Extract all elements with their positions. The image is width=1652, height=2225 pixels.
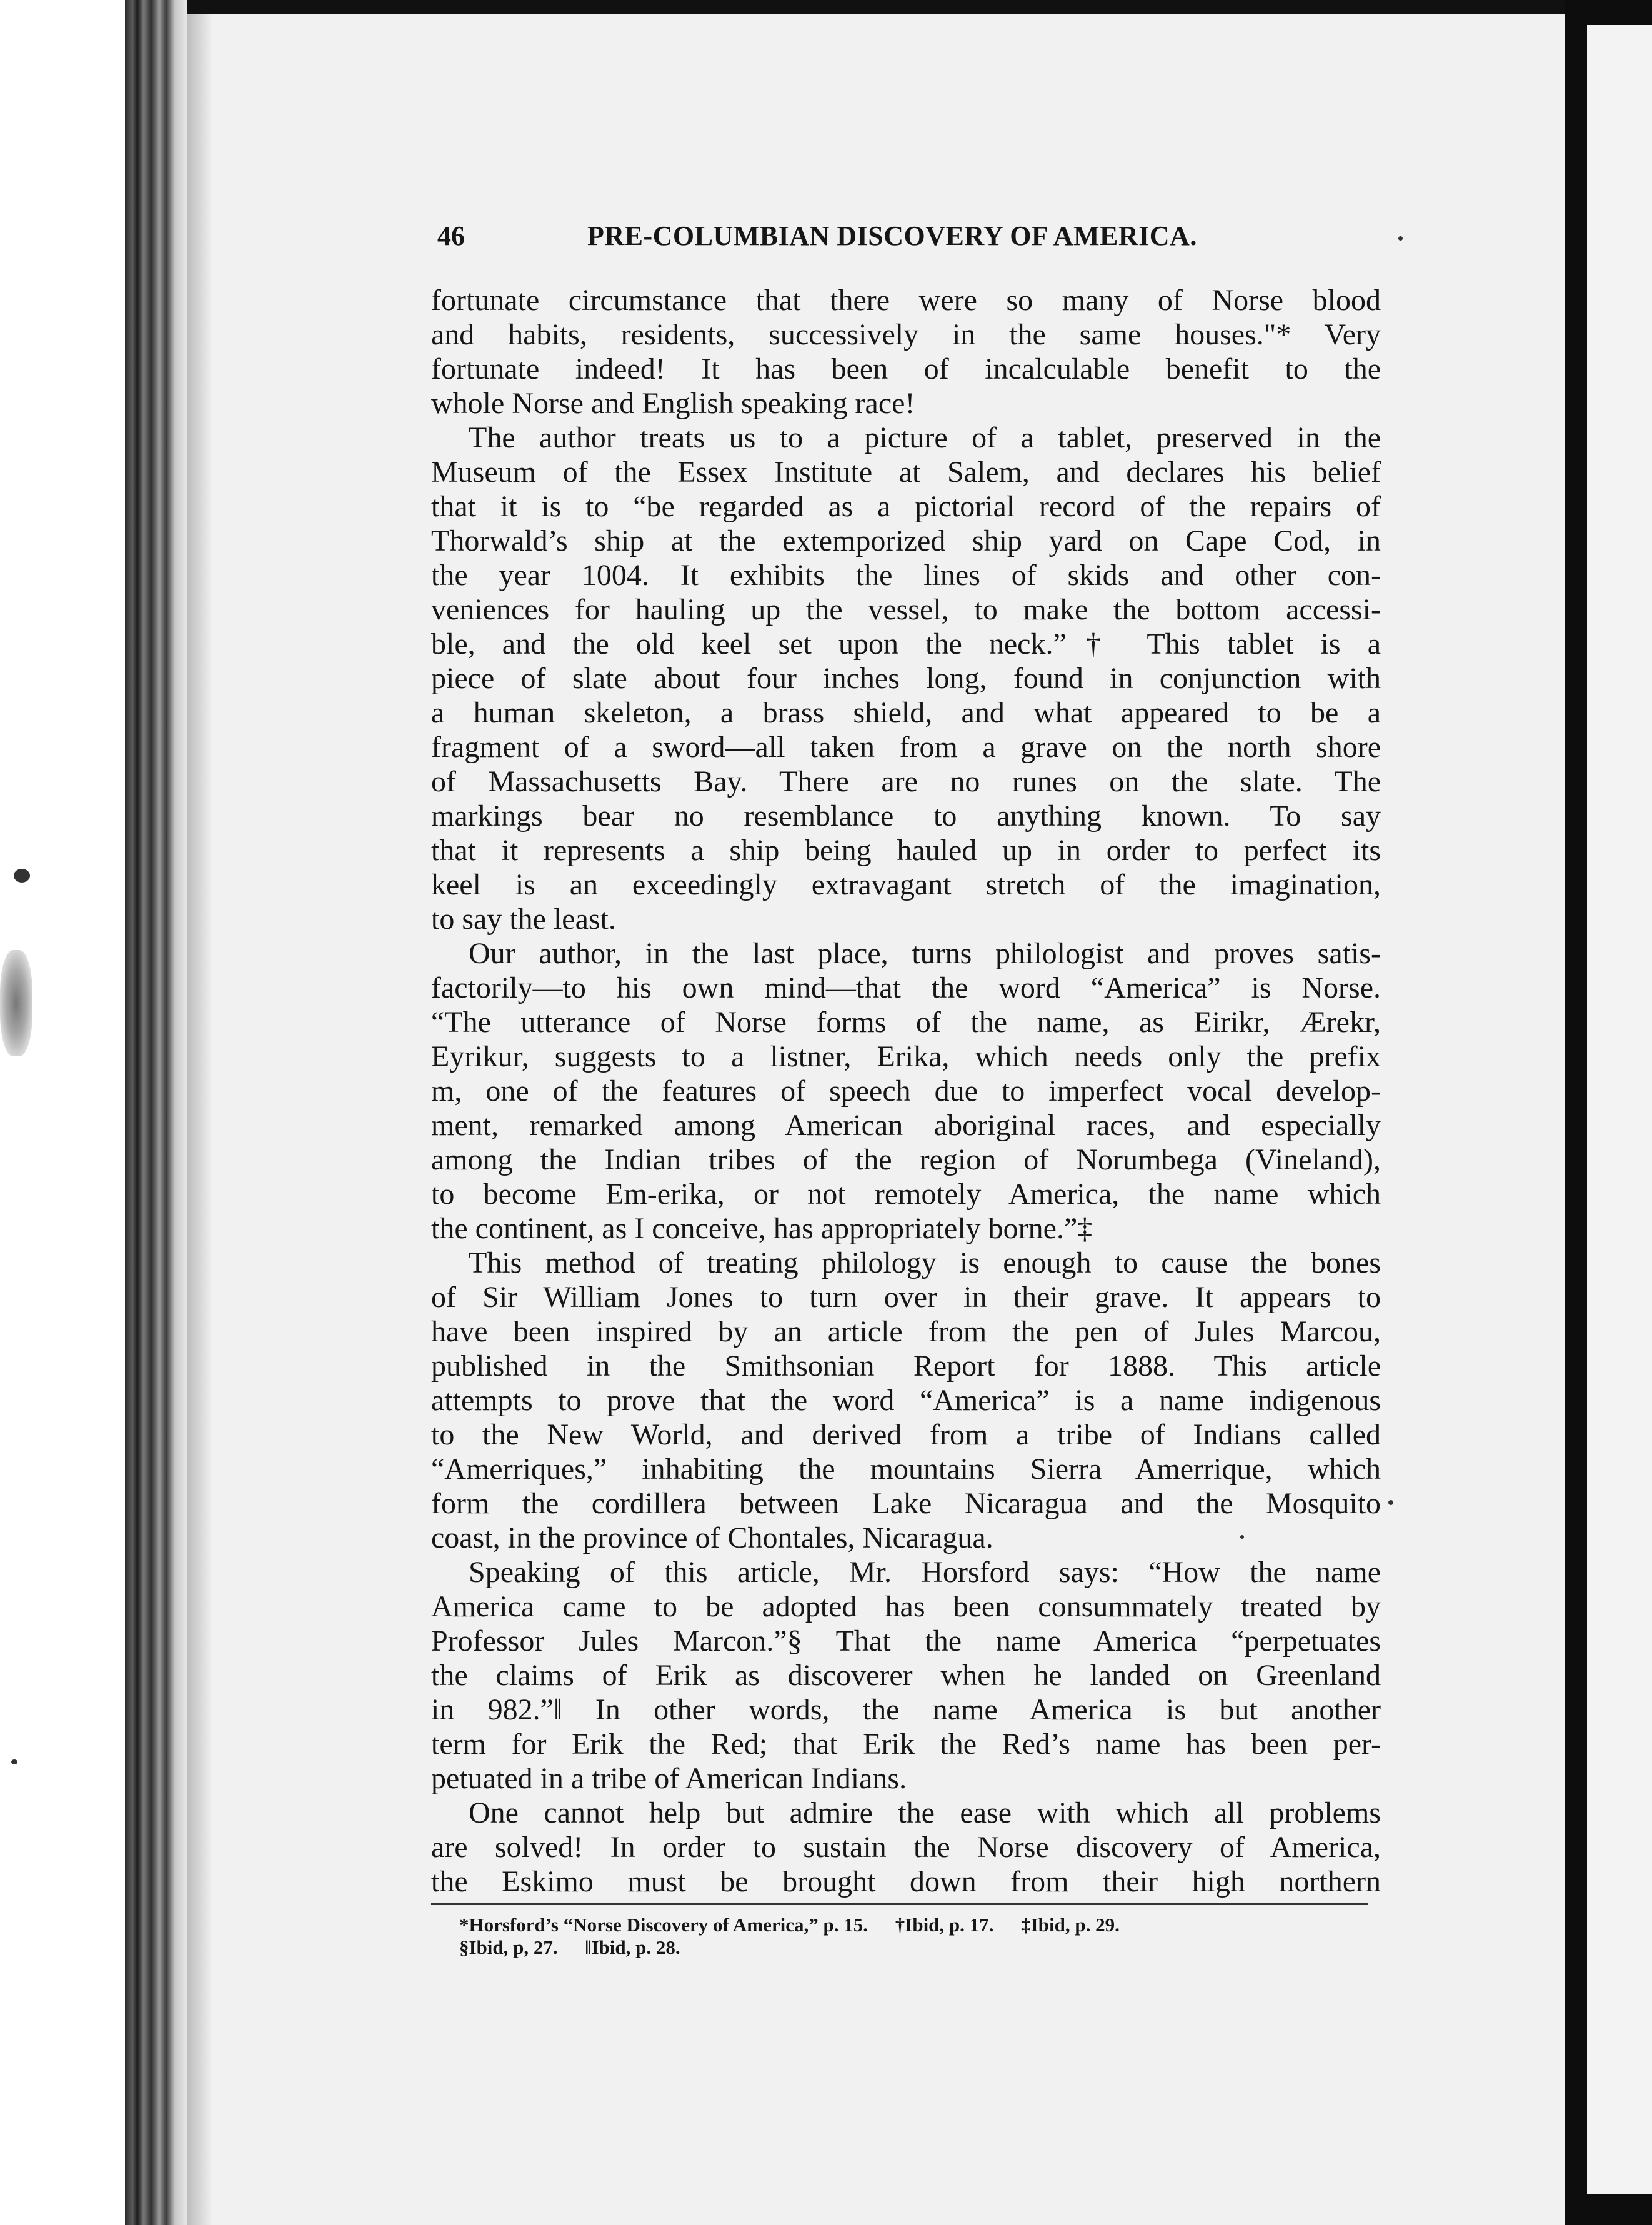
page-top-edge (187, 0, 1568, 14)
text-line: that it represents a ship being hauled up in order to perfect its (431, 834, 1381, 867)
text-line: whole Norse and English speaking race! (431, 387, 915, 420)
text-line: markings bear no resemblance to anything known. To say (431, 799, 1381, 832)
footnote: *Horsford’s “Norse Discovery of America,” p. 15. (459, 1914, 868, 1936)
text-line: Museum of the Essex Institute at Salem, and declares his belief (431, 456, 1381, 489)
footnote: §Ibid, p, 27. (459, 1936, 558, 1958)
text-line: piece of slate about four inches long, found in conjunction with (431, 662, 1381, 695)
adjacent-page (1587, 25, 1652, 2194)
text-line: the claims of Erik as discoverer when he landed on Greenland (431, 1659, 1381, 1692)
text-line: “The utterance of Norse forms of the name, as Eirikr, Ærekr, (431, 1006, 1381, 1039)
footnote: ‡Ibid, p. 29. (1021, 1914, 1120, 1936)
text-line: in 982.”‖ In other words, the name America is but another (431, 1693, 1381, 1726)
text-line: the continent, as I conceive, has appropriately borne.”‡ (431, 1212, 1093, 1245)
text-line: One cannot help but admire the ease with which all problems (469, 1796, 1381, 1829)
text-line: among the Indian tribes of the region of Norumbega (Vineland), (431, 1143, 1381, 1176)
text-line: ble, and the old keel set upon the neck.”† This tablet is a (431, 628, 1381, 661)
text-line: and habits, residents, successively in the same houses."* Very (431, 318, 1381, 351)
text-line: the year 1004. It exhibits the lines of skids and other con- (431, 559, 1381, 592)
text-line: factorily—to his own mind—that the word “America” is Norse. (431, 971, 1381, 1004)
text-line: keel is an exceedingly extravagant stretch of the imagination, (431, 868, 1381, 901)
text-line: America came to be adopted has been consummately treated by (431, 1590, 1381, 1623)
running-title: PRE-COLUMBIAN DISCOVERY OF AMERICA. (587, 221, 1197, 251)
text-line: to the New World, and derived from a tribe of Indians called (431, 1418, 1381, 1451)
text-line: have been inspired by an article from the pen of Jules Marcou, (431, 1315, 1381, 1348)
text-line: that it is to “be regarded as a pictorial record of the repairs of (431, 490, 1381, 523)
text-line: veniences for hauling up the vessel, to make the bottom accessi- (431, 593, 1381, 626)
text-line: Professor Jules Marcon.”§ That the name America “perpetuates (431, 1624, 1381, 1658)
scan-blemish (0, 950, 32, 1056)
text-line: petuated in a tribe of American Indians. (431, 1762, 907, 1795)
footnotes (459, 1914, 1378, 1959)
text-line: fortunate circumstance that there were so many of Norse blood (431, 284, 1381, 317)
text-line: to say the least. (431, 902, 616, 936)
text-line: form the cordillera between Lake Nicaragua and the Mosquito (431, 1487, 1381, 1520)
book-spine (125, 0, 187, 2225)
page-header (437, 220, 1231, 258)
footnote: †Ibid, p. 17. (895, 1914, 994, 1936)
text-line: Speaking of this article, Mr. Horsford says: “How the name (469, 1556, 1381, 1589)
text-line: The author treats us to a picture of a tablet, preserved in the (469, 421, 1381, 454)
text-line: published in the Smithsonian Report for 1888. This article (431, 1349, 1381, 1382)
text-line: m, one of the features of speech due to imperfect vocal develop- (431, 1074, 1381, 1108)
footnote-rule (431, 1903, 1368, 1905)
text-line: of Massachusetts Bay. There are no runes on the slate. The (431, 765, 1381, 798)
scan-speck (1388, 1500, 1393, 1505)
scan-margin (0, 0, 125, 2225)
text-line: to become Em-erika, or not remotely America, the name which (431, 1178, 1381, 1211)
footnote: ‖Ibid, p. 28. (585, 1936, 680, 1958)
page-number: 46 (437, 221, 465, 251)
text-line: Eyrikur, suggests to a listner, Erika, which needs only the prefix (431, 1040, 1381, 1073)
page-gutter-shadow (187, 14, 212, 2225)
text-line: Our author, in the last place, turns philologist and proves satis- (469, 937, 1381, 970)
footnote-line (459, 1936, 1378, 1959)
text-line: Thorwald’s ship at the extemporized ship yard on Cape Cod, in (431, 524, 1381, 558)
scan-speck (1398, 236, 1403, 241)
text-line: term for Erik the Red; that Erik the Red’s name has been per- (431, 1728, 1381, 1761)
footnote-line (459, 1914, 1378, 1936)
text-line: fragment of a sword—all taken from a grave on the north shore (431, 731, 1381, 764)
scan-speck (11, 1759, 17, 1764)
scan-speck (14, 869, 30, 882)
text-line: of Sir William Jones to turn over in their grave. It appears to (431, 1281, 1381, 1314)
text-line: “Amerriques,” inhabiting the mountains Sierra Amerrique, which (431, 1452, 1381, 1486)
text-line: a human skeleton, a brass shield, and what appeared to be a (431, 696, 1381, 729)
text-line: coast, in the province of Chontales, Nicaragua. (431, 1521, 993, 1554)
text-line: ment, remarked among American aboriginal races, and especially (431, 1109, 1381, 1142)
body-text (431, 283, 1381, 1899)
text-line: the Eskimo must be brought down from their high northern (431, 1865, 1381, 1898)
text-line: attempts to prove that the word “America” is a name indigenous (431, 1384, 1381, 1417)
text-line: are solved! In order to sustain the Norse discovery of America, (431, 1831, 1381, 1864)
text-line: This method of treating philology is enough to cause the bones (469, 1246, 1381, 1279)
text-line: fortunate indeed! It has been of incalculable benefit to the (431, 352, 1381, 386)
